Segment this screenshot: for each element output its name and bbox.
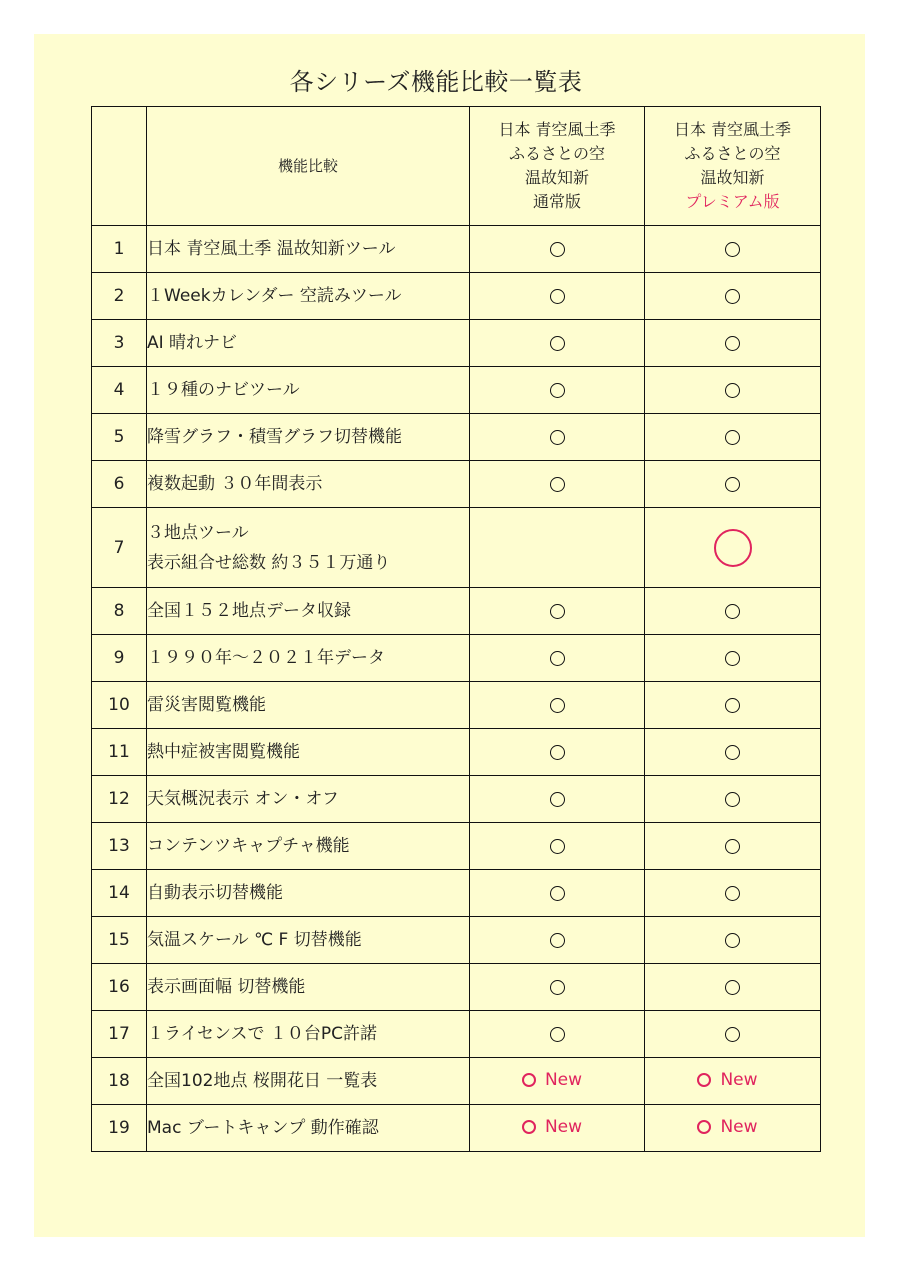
feature-name — [147, 414, 470, 461]
premium-mark-cell — [645, 367, 821, 414]
new-badge — [697, 1117, 757, 1137]
circle-icon — [550, 289, 565, 304]
header-feature: 機能比較 — [147, 107, 470, 226]
row-number: 14 — [92, 870, 147, 917]
premium-mark-cell — [645, 776, 821, 823]
standard-mark-cell — [470, 320, 645, 367]
table-row — [92, 414, 821, 461]
standard-mark-cell — [470, 729, 645, 776]
premium-mark-cell — [645, 414, 821, 461]
feature-name-line: １ライセンスで １０台PC許諾 — [147, 1024, 377, 1044]
feature-name-line: １９９０年～２０２１年データ — [147, 648, 385, 668]
standard-mark-cell — [470, 917, 645, 964]
table-row — [92, 508, 821, 588]
row-number: 4 — [92, 367, 147, 414]
circle-icon — [550, 383, 565, 398]
row-number: 6 — [92, 461, 147, 508]
standard-mark-cell — [470, 1105, 645, 1152]
circle-icon — [550, 242, 565, 257]
circle-icon — [725, 477, 740, 492]
feature-name-line: 熱中症被害閲覧機能 — [147, 742, 300, 762]
circle-icon — [725, 1027, 740, 1042]
circle-icon — [725, 651, 740, 666]
new-badge — [522, 1117, 582, 1137]
circle-icon — [725, 604, 740, 619]
header-premium-edition: 日本 青空風土季 ふるさとの空 温故知新 プレミアム版 — [645, 107, 821, 226]
premium-mark-cell — [645, 1105, 821, 1152]
feature-name — [147, 1058, 470, 1105]
feature-name — [147, 682, 470, 729]
premium-mark-cell — [645, 226, 821, 273]
feature-name — [147, 588, 470, 635]
feature-name — [147, 729, 470, 776]
circle-icon — [725, 383, 740, 398]
premium-mark-cell — [645, 682, 821, 729]
feature-name-line: １９種のナビツール — [147, 380, 300, 400]
table-row — [92, 367, 821, 414]
feature-name — [147, 461, 470, 508]
new-badge — [697, 1070, 757, 1090]
feature-name-line: コンテンツキャプチャ機能 — [147, 836, 350, 856]
row-number: 11 — [92, 729, 147, 776]
feature-name — [147, 964, 470, 1011]
row-number: 7 — [92, 508, 147, 588]
circle-icon — [550, 745, 565, 760]
table-body — [92, 226, 821, 1152]
circle-icon — [725, 698, 740, 713]
feature-name — [147, 870, 470, 917]
table-row — [92, 682, 821, 729]
standard-mark-cell — [470, 461, 645, 508]
premium-mark-cell — [645, 588, 821, 635]
table-row — [92, 1105, 821, 1152]
circle-icon — [550, 792, 565, 807]
premium-mark-cell — [645, 461, 821, 508]
circle-icon — [550, 1027, 565, 1042]
standard-mark-cell — [470, 588, 645, 635]
row-number: 12 — [92, 776, 147, 823]
row-number: 16 — [92, 964, 147, 1011]
row-number: 8 — [92, 588, 147, 635]
premium-mark-cell — [645, 729, 821, 776]
premium-mark-cell — [645, 1011, 821, 1058]
row-number: 10 — [92, 682, 147, 729]
feature-name — [147, 635, 470, 682]
feature-name-line: AI 晴れナビ — [147, 333, 238, 353]
table-row — [92, 1058, 821, 1105]
feature-name — [147, 367, 470, 414]
circle-icon — [725, 933, 740, 948]
circle-icon — [550, 839, 565, 854]
feature-name — [147, 823, 470, 870]
circle-icon — [522, 1120, 536, 1134]
circle-icon — [725, 886, 740, 901]
feature-name — [147, 917, 470, 964]
table-row — [92, 635, 821, 682]
table-row — [92, 917, 821, 964]
standard-mark-cell — [470, 870, 645, 917]
table-row — [92, 320, 821, 367]
row-number: 5 — [92, 414, 147, 461]
feature-name-line: 全国102地点 桜開花日 一覧表 — [147, 1071, 378, 1091]
table-row — [92, 226, 821, 273]
standard-mark-cell — [470, 1011, 645, 1058]
comparison-table — [91, 106, 821, 1152]
table-row — [92, 461, 821, 508]
feature-name-line: 全国１５２地点データ収録 — [147, 601, 351, 621]
feature-name-line: １Weekカレンダー 空読みツール — [147, 286, 402, 306]
standard-mark-cell — [470, 776, 645, 823]
new-badge — [522, 1070, 582, 1090]
feature-name-line: 降雪グラフ・積雪グラフ切替機能 — [147, 427, 402, 447]
table-row — [92, 870, 821, 917]
row-number: 17 — [92, 1011, 147, 1058]
premium-mark-cell — [645, 320, 821, 367]
circle-icon — [550, 698, 565, 713]
standard-mark-cell — [470, 273, 645, 320]
premium-mark-cell — [645, 823, 821, 870]
row-number: 2 — [92, 273, 147, 320]
feature-name — [147, 776, 470, 823]
feature-name — [147, 226, 470, 273]
circle-icon — [725, 792, 740, 807]
circle-icon — [725, 839, 740, 854]
standard-mark-cell — [470, 1058, 645, 1105]
row-number: 13 — [92, 823, 147, 870]
table-row — [92, 1011, 821, 1058]
circle-icon — [697, 1120, 711, 1134]
standard-mark-cell — [470, 682, 645, 729]
feature-name-line: 気温スケール ℃ F 切替機能 — [147, 930, 362, 950]
row-number: 3 — [92, 320, 147, 367]
header-number-cell — [92, 107, 147, 226]
premium-mark-cell — [645, 870, 821, 917]
circle-icon — [697, 1073, 711, 1087]
header-standard-edition: 日本 青空風土季 ふるさとの空 温故知新 通常版 — [470, 107, 645, 226]
new-label: New — [544, 1117, 583, 1137]
premium-mark-cell — [645, 917, 821, 964]
feature-name — [147, 273, 470, 320]
feature-name-line: 日本 青空風土季 温故知新ツール — [147, 239, 396, 259]
row-number: 18 — [92, 1058, 147, 1105]
feature-name-line: 雷災害閲覧機能 — [147, 695, 266, 715]
row-number: 19 — [92, 1105, 147, 1152]
circle-icon — [550, 430, 565, 445]
standard-mark-cell — [470, 823, 645, 870]
premium-mark-cell — [645, 273, 821, 320]
new-label: New — [720, 1070, 758, 1090]
feature-name-line: 表示画面幅 切替機能 — [147, 977, 306, 997]
new-label: New — [544, 1070, 583, 1090]
feature-name-line: 自動表示切替機能 — [147, 883, 283, 903]
standard-mark-cell — [470, 635, 645, 682]
standard-mark-cell — [470, 964, 645, 1011]
standard-mark-cell — [470, 367, 645, 414]
standard-mark-cell — [470, 226, 645, 273]
table-header — [92, 107, 821, 226]
new-label: New — [720, 1117, 758, 1137]
standard-mark-cell — [470, 414, 645, 461]
table-row — [92, 588, 821, 635]
circle-icon — [550, 980, 565, 995]
table-row — [92, 273, 821, 320]
row-number: 1 — [92, 226, 147, 273]
premium-mark-cell — [645, 964, 821, 1011]
premium-mark-cell — [645, 635, 821, 682]
feature-name-line: 天気概況表示 オン・オフ — [147, 789, 339, 809]
table-row — [92, 776, 821, 823]
table-row — [92, 729, 821, 776]
circle-icon — [725, 289, 740, 304]
premium-mark-cell — [645, 508, 821, 588]
circle-icon — [550, 477, 565, 492]
feature-name — [147, 1011, 470, 1058]
circle-icon — [725, 336, 740, 351]
circle-icon — [725, 980, 740, 995]
row-number: 9 — [92, 635, 147, 682]
premium-mark-cell — [645, 1058, 821, 1105]
feature-name-line: 表示組合せ総数 約３５１万通り — [147, 552, 391, 573]
circle-icon — [725, 745, 740, 760]
feature-name — [147, 1105, 470, 1152]
table-row — [92, 964, 821, 1011]
circle-icon — [550, 336, 565, 351]
feature-name-line: ３地点ツール — [147, 522, 249, 543]
feature-name-line: 複数起動 ３０年間表示 — [147, 474, 323, 494]
circle-icon — [725, 242, 740, 257]
circle-icon — [550, 651, 565, 666]
circle-icon — [550, 933, 565, 948]
circle-icon — [550, 886, 565, 901]
standard-mark-cell — [470, 508, 645, 588]
circle-icon — [522, 1073, 536, 1087]
page-title: 各シリーズ機能比較一覧表 — [289, 68, 583, 96]
circle-icon — [714, 529, 752, 567]
feature-name-line: Mac ブートキャンプ 動作確認 — [147, 1118, 379, 1138]
circle-icon — [725, 430, 740, 445]
row-number: 15 — [92, 917, 147, 964]
circle-icon — [550, 604, 565, 619]
feature-name — [147, 508, 470, 588]
table-row — [92, 823, 821, 870]
feature-name — [147, 320, 470, 367]
